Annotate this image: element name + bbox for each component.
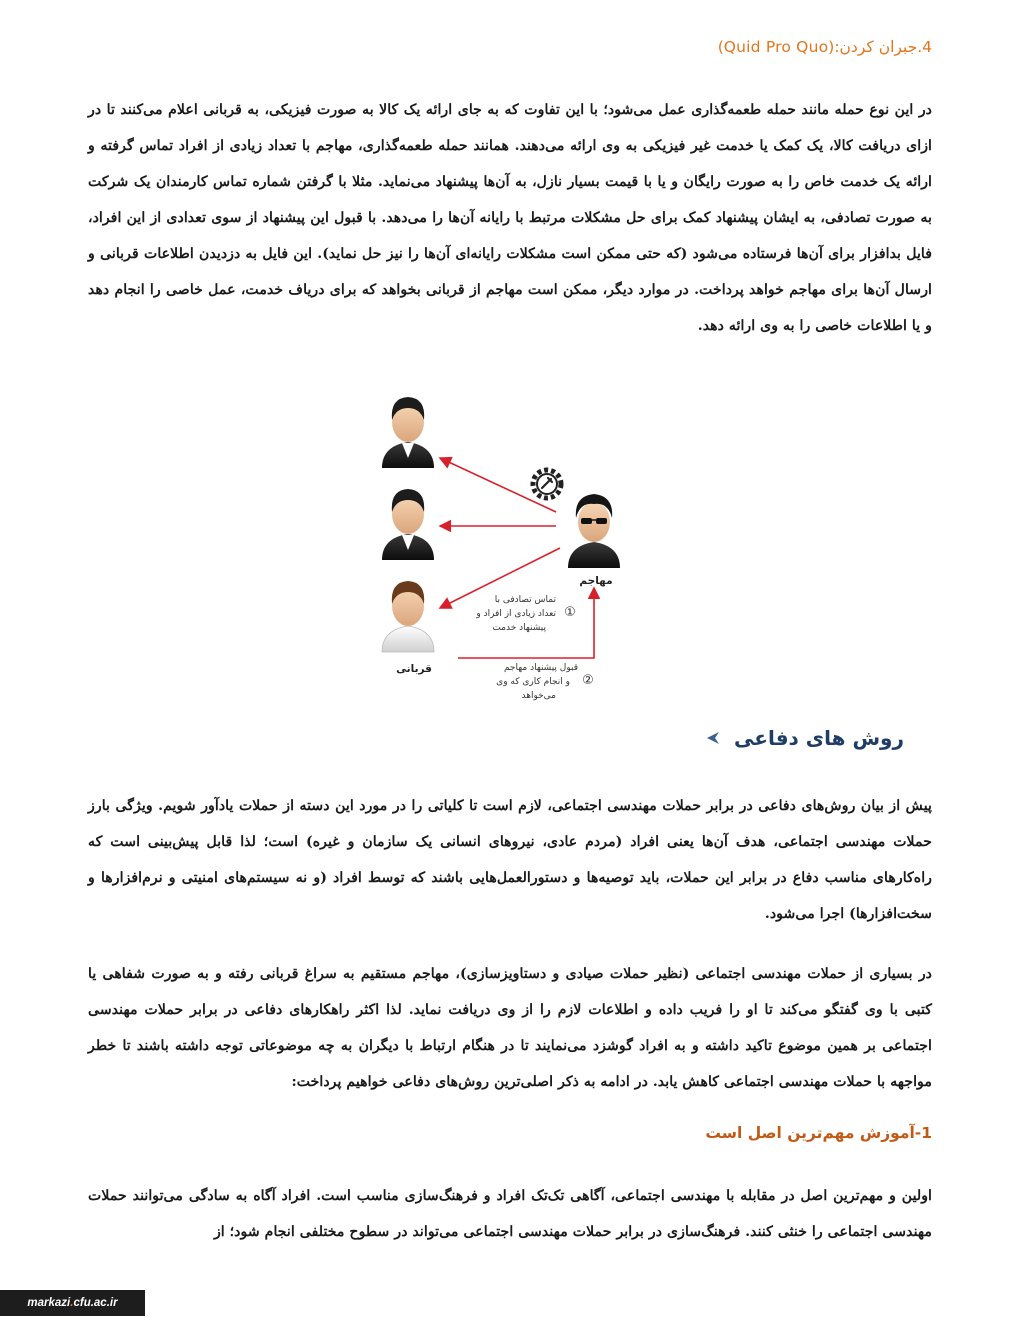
- sub-heading-training: 1-آموزش مهم‌ترین اصل است: [705, 1124, 932, 1142]
- section-heading-defense: [704, 726, 904, 750]
- person-icon: [382, 489, 434, 560]
- footer-site-right: cfu.ac.ir: [73, 1297, 118, 1309]
- step-1-line-3: پیشنهاد خدمت: [492, 623, 546, 633]
- step-1-annotation: [475, 595, 575, 633]
- attacker-label: مهاجم: [579, 575, 613, 587]
- footer-site-badge: [0, 1290, 145, 1316]
- paragraph-defense-intro: پیش از بیان روش‌های دفاعی در برابر حملات مهندسی اجتماعی، لازم است تا کلیاتی را در مورد این دسته از حملات یادآور شویم. ویژگی بارز حملات مهندسی اجتماعی، هدف آن‌ها یعنی افراد (مردم عادی، نیروهای انسانی یک سازمان و غیره) است؛ لذا قابل پیش‌بینی است که راه‌کارهای مناسب دفاع در برابر این حملات، باید توصیه‌ها و دستورالعمل‌هایی باشند که توسط افراد (و نه سیستم‌های امنیتی و نرم‌افزارها و سخت‌افزارها) اجرا می‌شود.: [88, 798, 932, 922]
- victim-icon: [382, 581, 434, 652]
- gear-icon: [533, 470, 561, 498]
- attacker-icon: [568, 494, 620, 568]
- paragraph-defense-approach: در بسیاری از حملات مهندسی اجتماعی (نظیر حملات صیادی و دستاویزسازی)، مهاجم مستقیم به سراغ قربانی رفته و به صورت شفاهی یا کتبی با وی گفتگو می‌کند تا او را فریب داده و اطلاعات لازم را از وی دریافت نماید. لذا اکثر راهکارهای دفاعی در برابر حملات مهندسی اجتماعی بر همین موضوع تاکید داشته و به افراد گوشزد می‌نمایند تا در هنگام ارتباط با دیگران به چه موضوعاتی توجه داشته باشند تا خطر مواجهه با حملات مهندسی اجتماعی کاهش یابد. در ادامه به ذکر اصلی‌ترین روش‌های دفاعی خواهیم پرداخت:: [88, 966, 932, 1090]
- step-2-line-2: و انجام کاری که وی: [496, 677, 570, 687]
- step-1-number: ①: [564, 605, 576, 620]
- step-1-line-2: تعداد زیادی از افراد و: [476, 609, 556, 619]
- footer-site-sep: .: [70, 1297, 74, 1309]
- paragraph-quid-pro-quo: در این نوع حمله مانند حمله طعمه‌گذاری عمل می‌شود؛ با این تفاوت که به جای ارائه یک کالا به صورت فیزیکی، به قربانی اعلام می‌کنند تا در ازای دریافت کالا، یک کمک یا خدمت غیر فیزیکی به وی ارائه می‌دهند. همانند حمله طعمه‌گذاری، مهاجم با تعداد زیادی از افراد تماس گرفته و ارائه یک خدمت خاص را به صورت رایگان و یا با قیمت بسیار نازل، به آن‌ها پیشنهاد می‌نماید. مثلا با گرفتن شماره تماس کارمندان یک شرکت به صورت تصادفی، به ایشان پیشنهاد کمک برای حل مشکلات مرتبط با رایانه آن‌ها را می‌دهد. با قبول این پیشنهاد از سوی تعدادی از این افراد، فایل بدافزار برای آن‌ها فرستاده می‌شود (که حتی ممکن است مشکلات رایانه‌ای آن‌ها را نیز حل نماید). این فایل به دزدیدن اطلاعات قربانی و ارسال آن‌ها برای مهاجم خواهد پرداخت. در موارد دیگر، ممکن است مهاجم از قربانی بخواهد که برای دریاف خدمت، عمل خاصی را انجام دهد و یا اطلاعات خاصی را به وی ارائه دهد.: [88, 102, 932, 334]
- victim-label: قربانی: [396, 663, 432, 675]
- attack-diagram: [360, 380, 660, 710]
- step-1-line-1: تماس تصادفی با: [494, 595, 556, 605]
- footer-site-left: markazi: [27, 1297, 71, 1309]
- arrow-bullet-icon: [704, 730, 720, 746]
- step-2-annotation: [496, 663, 594, 701]
- paragraph-training: اولین و مهم‌ترین اصل در مقابله با مهندسی اجتماعی، آگاهی تک‌تک افراد و فرهنگ‌سازی مناسب است. افراد آگاه به سادگی می‌توانند حملات مهندسی اجتماعی را خنثی کنند. فرهنگ‌سازی در برابر حملات مهندسی اجتماعی می‌تواند در سطوح مختلفی انجام شود؛ از: [88, 1188, 932, 1240]
- person-icon: [382, 397, 434, 468]
- step-2-line-1: قبول پیشنهاد مهاجم: [503, 663, 578, 673]
- step-2-number: ②: [582, 673, 594, 688]
- section-heading-text: روش های دفاعی: [734, 726, 904, 750]
- step-2-line-3: می‌خواهد: [521, 691, 556, 701]
- page-header-title: 4.جبران کردن:(Quid Pro Quo): [717, 38, 932, 56]
